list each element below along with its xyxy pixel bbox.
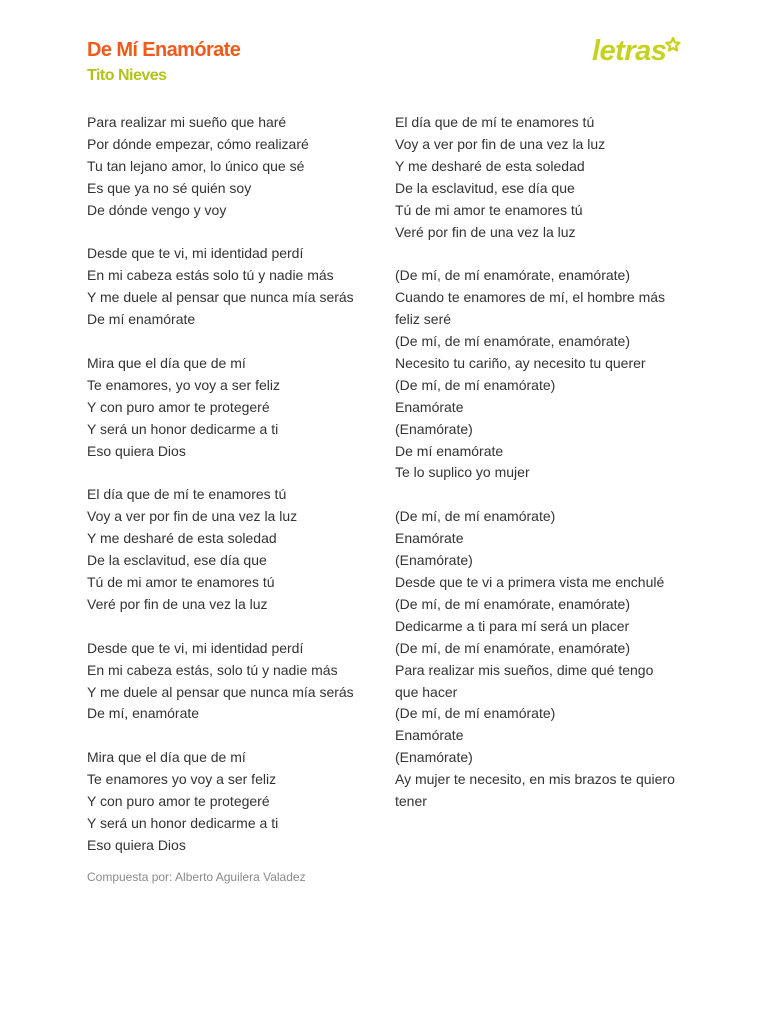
lyric-line: Desde que te vi a primera vista me enchulé bbox=[395, 574, 665, 590]
lyric-line: De mí, enamórate bbox=[87, 705, 200, 722]
logo-wordmark: letras bbox=[592, 35, 667, 67]
lyric-line: Ay mujer te necesito, en mis brazos te quiero bbox=[395, 771, 675, 788]
lyric-line: feliz seré bbox=[395, 311, 452, 328]
lyric-line: Enamórate bbox=[395, 530, 464, 547]
star-icon bbox=[666, 38, 679, 51]
lyric-line: Te enamores yo voy a ser feliz bbox=[87, 771, 277, 788]
lyric-line: Eso quiera Dios bbox=[87, 442, 186, 459]
lyric-line: (De mí, de mí enamórate) bbox=[395, 508, 556, 525]
lyric-line: Dedicarme a ti para mí será un placer bbox=[395, 617, 630, 634]
lyric-line: Por dónde empezar, cómo realizaré bbox=[87, 135, 309, 152]
lyric-line: Cuando te enamores de mí, el hombre más bbox=[395, 289, 666, 306]
lyric-stanza bbox=[87, 243, 377, 331]
lyric-stanza bbox=[395, 265, 695, 484]
lyric-line: Y será un honor dedicarme a ti bbox=[87, 814, 279, 831]
lyric-line: Te enamores, yo voy a ser feliz bbox=[87, 376, 280, 393]
lyric-line: Veré por fin de una vez la luz bbox=[87, 595, 268, 612]
song-title: De Mí Enamórate bbox=[87, 39, 241, 61]
lyric-line: tener bbox=[395, 793, 427, 810]
lyric-line: De la esclavitud, ese día que bbox=[87, 552, 267, 569]
lyric-stanza bbox=[87, 112, 377, 222]
lyric-line: (De mí, de mí enamórate, enamórate) bbox=[395, 595, 630, 612]
letras-logo[interactable] bbox=[590, 30, 682, 72]
lyric-line: De la esclavitud, ese día que bbox=[395, 179, 575, 196]
lyric-line: En mi cabeza estás solo tú y nadie más bbox=[87, 267, 334, 284]
lyric-line: Tu tan lejano amor, lo único que sé bbox=[87, 157, 305, 174]
lyric-line: Tú de mi amor te enamores tú bbox=[87, 573, 275, 590]
lyrics-column-right bbox=[395, 112, 695, 813]
lyric-line: Y con puro amor te protegeré bbox=[87, 398, 270, 415]
lyric-stanza bbox=[395, 112, 695, 243]
lyric-line: Para realizar mi sueño que haré bbox=[87, 114, 287, 130]
letras-logo-icon bbox=[590, 30, 682, 72]
lyric-line: Enamórate bbox=[395, 398, 464, 415]
lyric-line: Y me desharé de esta soledad bbox=[87, 530, 277, 547]
lyric-stanza bbox=[87, 484, 377, 615]
lyric-line: De mí enamórate bbox=[87, 311, 196, 328]
lyric-line: (Enamórate) bbox=[395, 749, 473, 766]
lyric-line: Y me duele al pensar que nunca mía serás bbox=[87, 683, 354, 700]
lyric-line: El día que de mí te enamores tú bbox=[87, 486, 287, 503]
lyric-line: Eso quiera Dios bbox=[87, 836, 186, 853]
lyric-line: (De mí, de mí enamórate, enamórate) bbox=[395, 639, 630, 656]
lyric-line: Necesito tu cariño, ay necesito tu querer bbox=[395, 354, 646, 371]
lyric-line: En mi cabeza estás, solo tú y nadie más bbox=[87, 661, 338, 678]
lyric-line: Desde que te vi, mi identidad perdí bbox=[87, 245, 304, 262]
lyric-line: Y será un honor dedicarme a ti bbox=[87, 420, 279, 437]
lyric-line: Tú de mi amor te enamores tú bbox=[395, 201, 583, 218]
lyric-line: Te lo suplico yo mujer bbox=[395, 464, 530, 481]
lyric-line: (Enamórate) bbox=[395, 552, 473, 569]
lyric-line: Desde que te vi, mi identidad perdí bbox=[87, 639, 304, 656]
lyrics-column-left bbox=[87, 112, 377, 857]
lyric-line: (Enamórate) bbox=[395, 420, 473, 437]
lyric-line: Enamórate bbox=[395, 727, 464, 744]
lyric-line: Mira que el día que de mí bbox=[87, 354, 246, 371]
lyric-stanza bbox=[395, 506, 695, 813]
lyric-line: Para realizar mis sueños, dime qué tengo bbox=[395, 661, 654, 678]
lyric-line: que hacer bbox=[395, 683, 458, 700]
lyric-line: Veré por fin de una vez la luz bbox=[395, 223, 576, 240]
lyric-line: De dónde vengo y voy bbox=[87, 201, 227, 218]
lyric-line: El día que de mí te enamores tú bbox=[395, 114, 595, 130]
lyric-line: Y me desharé de esta soledad bbox=[395, 157, 585, 174]
lyric-stanza bbox=[87, 638, 377, 726]
lyric-line: (De mí, de mí enamórate, enamórate) bbox=[395, 333, 630, 350]
lyric-line: De mí enamórate bbox=[395, 442, 504, 459]
lyric-line: (De mí, de mí enamórate) bbox=[395, 705, 556, 722]
lyric-line: Y me duele al pensar que nunca mía serás bbox=[87, 289, 354, 306]
lyric-stanza bbox=[87, 353, 377, 463]
artist-name[interactable]: Tito Nieves bbox=[87, 67, 167, 84]
lyric-stanza bbox=[87, 747, 377, 857]
lyric-line: Voy a ver por fin de una vez la luz bbox=[395, 135, 606, 152]
lyric-line: (De mí, de mí enamórate, enamórate) bbox=[395, 267, 630, 284]
lyric-line: Es que ya no sé quién soy bbox=[87, 179, 252, 196]
lyric-line: (De mí, de mí enamórate) bbox=[395, 376, 556, 393]
lyric-line: Y con puro amor te protegeré bbox=[87, 793, 270, 810]
lyric-line: Voy a ver por fin de una vez la luz bbox=[87, 508, 298, 525]
composer-credit: Compuesta por: Alberto Aguilera Valadez bbox=[87, 870, 306, 884]
lyric-line: Mira que el día que de mí bbox=[87, 749, 246, 766]
